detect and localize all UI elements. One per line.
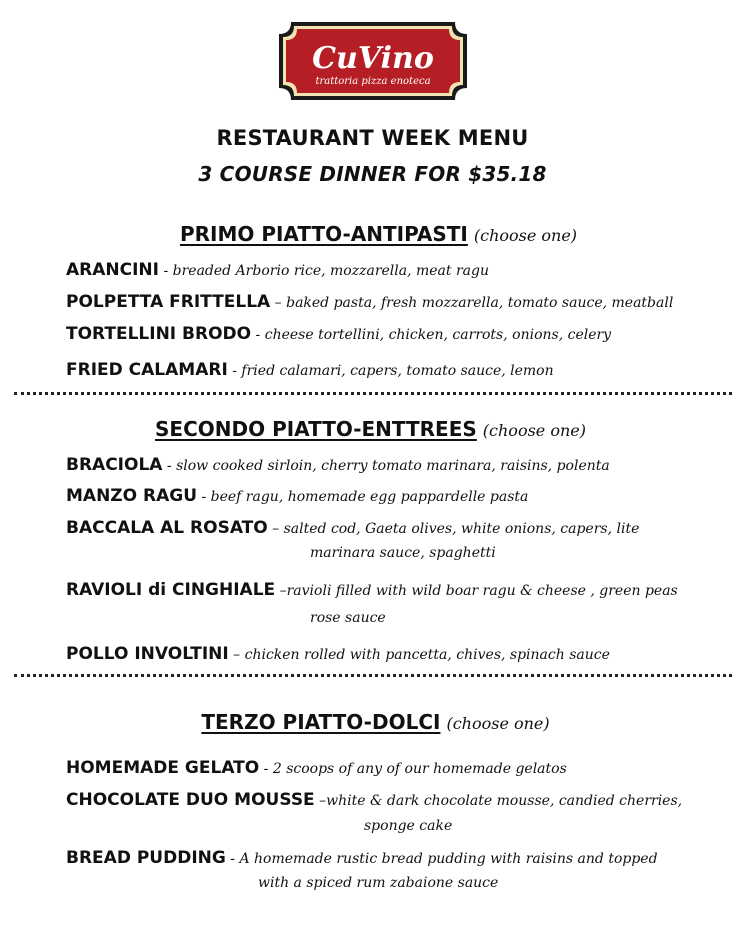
section-heading-terzo bbox=[3, 710, 745, 734]
section-title: PRIMO PIATTO-ANTIPASTI bbox=[179, 222, 468, 246]
menu-item-manzo-ragu bbox=[66, 486, 733, 506]
menu-item-tortellini-brodo bbox=[66, 324, 733, 344]
item-description: - slow cooked sirloin, cherry tomato marinara, raisins, polenta bbox=[162, 458, 610, 474]
menu-item-baccala-al-rosato bbox=[66, 518, 733, 538]
item-name: TORTELLINI BRODO bbox=[66, 324, 252, 344]
item-name: POLLO INVOLTINI bbox=[66, 644, 229, 664]
menu-title: RESTAURANT WEEK MENU bbox=[216, 126, 529, 150]
item-name: POLPETTA FRITTELLA bbox=[66, 292, 271, 312]
item-description-continued: with a spiced rum zabaione sauce bbox=[258, 875, 499, 891]
item-name: BACCALA AL ROSATO bbox=[66, 518, 268, 538]
menu-item-polpetta-frittella bbox=[66, 292, 733, 312]
menu-item-bread-pudding bbox=[66, 848, 733, 868]
item-name: BRACIOLA bbox=[66, 455, 163, 475]
menu-item-homemade-gelato bbox=[66, 758, 733, 778]
section-heading-secondo bbox=[0, 417, 743, 441]
item-description-continued: sponge cake bbox=[364, 818, 453, 834]
section-note: (choose one) bbox=[482, 421, 586, 440]
section-divider bbox=[14, 674, 732, 677]
item-name: BREAD PUDDING bbox=[66, 848, 226, 868]
item-description: - cheese tortellini, chicken, carrots, onions, celery bbox=[251, 327, 612, 343]
menu-subtitle: 3 COURSE DINNER FOR $35.18 bbox=[198, 162, 547, 186]
item-name: RAVIOLI di CINGHIALE bbox=[66, 580, 276, 600]
item-description: – chicken rolled with pancetta, chives, spinach sauce bbox=[228, 647, 610, 663]
section-heading-primo bbox=[6, 222, 745, 246]
item-description-continued: rose sauce bbox=[310, 610, 386, 626]
item-name: ARANCINI bbox=[66, 260, 159, 280]
item-description: - breaded Arborio rice, mozzarella, meat ragu bbox=[159, 263, 489, 279]
item-name: FRIED CALAMARI bbox=[66, 360, 228, 380]
item-description: - 2 scoops of any of our homemade gelatos bbox=[259, 761, 567, 777]
menu-item-fried-calamari bbox=[66, 360, 733, 380]
item-description-continued: marinara sauce, spaghetti bbox=[310, 545, 496, 561]
item-description: –ravioli filled with wild boar ragu & cheese , green peas bbox=[275, 583, 678, 599]
menu-item-braciola bbox=[66, 455, 733, 475]
logo-tagline-text: trattoria pizza enoteca bbox=[315, 76, 431, 87]
item-name: CHOCOLATE DUO MOUSSE bbox=[66, 790, 315, 810]
section-title: SECONDO PIATTO-ENTTREES bbox=[155, 417, 477, 441]
menu-item-pollo-involtini bbox=[66, 644, 733, 664]
logo-badge bbox=[277, 20, 469, 102]
cuvino-logo bbox=[277, 20, 469, 102]
logo-brand-text: CuVino bbox=[312, 41, 434, 76]
section-title: TERZO PIATTO-DOLCI bbox=[201, 710, 441, 734]
item-name: HOMEMADE GELATO bbox=[66, 758, 260, 778]
section-note: (choose one) bbox=[473, 226, 578, 245]
item-description: – baked pasta, fresh mozzarella, tomato sauce, meatball bbox=[270, 295, 674, 311]
item-description: –white & dark chocolate mousse, candied cherries, bbox=[314, 793, 683, 809]
item-name: MANZO RAGU bbox=[66, 486, 198, 506]
item-description: – salted cod, Gaeta olives, white onions, capers, lite bbox=[267, 521, 640, 537]
item-description: - fried calamari, capers, tomato sauce, lemon bbox=[227, 363, 554, 379]
menu-item-chocolate-duo-mousse bbox=[66, 790, 733, 810]
menu-item-arancini bbox=[66, 260, 733, 280]
section-divider bbox=[14, 392, 732, 395]
item-description: - A homemade rustic bread pudding with raisins and topped bbox=[225, 851, 658, 867]
item-description: - beef ragu, homemade egg pappardelle pasta bbox=[197, 489, 529, 505]
section-note: (choose one) bbox=[446, 714, 550, 733]
menu-item-ravioli-di-cinghiale bbox=[66, 580, 733, 600]
